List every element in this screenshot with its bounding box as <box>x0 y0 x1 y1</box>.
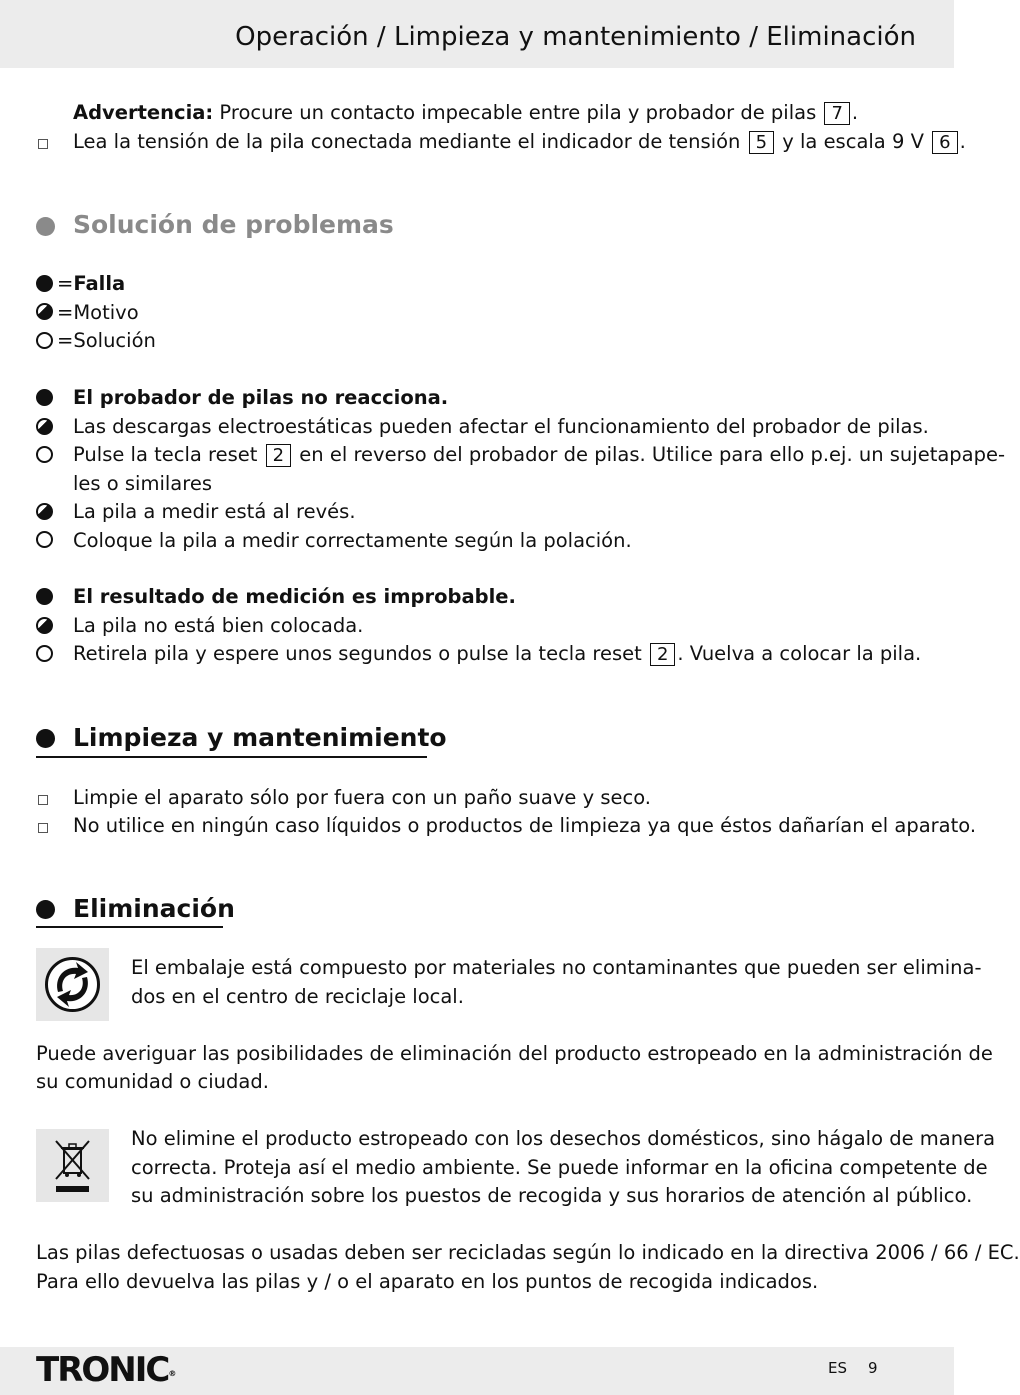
solution-text: en el reverso del probador de pilas. Utilice para ello p.ej. un sujetapape- <box>293 443 1006 466</box>
product-line-1: Puede averiguar las posibilidades de eliminación del producto estropeado en la administración de <box>36 1042 993 1065</box>
product-line-2: su comunidad o ciudad. <box>36 1070 269 1093</box>
problem-2-fault-text: El resultado de medición es improbable. <box>73 585 516 608</box>
brand-logo <box>36 1350 176 1390</box>
legend-fault <box>57 270 125 298</box>
problem-2-fault <box>73 583 516 611</box>
battery-line-1: Las pilas defectuosas o usadas deben ser recicladas según lo indicado en la directiva 2006 / 66 / EC. <box>36 1241 1020 1264</box>
part-ref-5: 5 <box>749 131 774 154</box>
page-title: Operación / Limpieza y mantenimiento / Eliminación <box>235 22 916 52</box>
problem-2-reason: La pila no está bien colocada. <box>73 614 364 637</box>
section-bullet-icon <box>36 729 55 748</box>
part-ref-7: 7 <box>824 102 849 125</box>
battery-line-2: Para ello devuelva las pilas y / o el aparato en los puntos de recogida indicados. <box>36 1270 819 1293</box>
legend-eq: = <box>57 272 74 295</box>
weee-line-3: su administración sobre los puestos de recogida y sus horarios de atención al público. <box>131 1184 973 1207</box>
reason-symbol-icon <box>36 303 53 320</box>
part-ref-2: 2 <box>266 444 291 467</box>
legend-solution <box>57 327 156 355</box>
problem-1-fault-text: El probador de pilas no reacciona. <box>73 386 449 409</box>
fault-icon <box>36 389 53 406</box>
problem-2-solution <box>73 640 921 668</box>
cleaning-title: Limpieza y mantenimiento <box>73 723 447 752</box>
solution-text: Pulse la tecla reset <box>73 443 264 466</box>
reason-icon <box>36 617 53 634</box>
disposal-title: Eliminación <box>73 894 235 923</box>
weee-line-1: No elimine el producto estropeado con los desechos domésticos, sino hágalo de manera <box>131 1127 996 1150</box>
legend-reason-label: Motivo <box>73 301 139 324</box>
tension-text: Lea la tensión de la pila conectada mediante el indicador de tensión <box>73 130 747 153</box>
bullet-square-icon <box>38 139 48 149</box>
fault-symbol-icon <box>36 275 53 292</box>
cleaning-item-2: No utilice en ningún caso líquidos o productos de limpieza ya que éstos dañarían el aparato. <box>73 814 977 837</box>
fault-icon <box>36 588 53 605</box>
solution-text: Retirela pila y espere unos segundos o pulse la tecla reset <box>73 642 648 665</box>
legend-reason <box>57 299 139 327</box>
language-code: ES <box>828 1359 847 1377</box>
solution-icon <box>36 645 53 662</box>
part-ref-6: 6 <box>932 131 957 154</box>
problem-1-reason-1: Las descargas electroestáticas pueden afectar el funcionamiento del probador de pilas. <box>73 415 929 438</box>
tension-end: . <box>959 130 966 153</box>
warning-end: . <box>851 101 859 124</box>
troubleshooting-title: Solución de problemas <box>73 210 394 239</box>
page-number: 9 <box>868 1359 878 1377</box>
cleaning-item-1: Limpie el aparato sólo por fuera con un paño suave y seco. <box>73 786 651 809</box>
problem-1-solution-1-cont: les o similares <box>73 472 213 495</box>
registered-mark: ® <box>168 1369 177 1378</box>
title-underline <box>36 926 223 928</box>
solution-icon <box>36 446 53 463</box>
warning-label: Advertencia: <box>73 101 214 124</box>
section-bullet-icon <box>36 900 55 919</box>
solution-symbol-icon <box>36 332 53 349</box>
tension-mid: y la escala 9 V <box>776 130 931 153</box>
problem-1-fault <box>73 384 448 412</box>
legend-fault-label: Falla <box>73 272 126 295</box>
page-header <box>0 0 954 68</box>
packaging-line-2: dos en el centro de reciclaje local. <box>131 985 464 1008</box>
legend-eq: = <box>57 301 74 324</box>
problem-1-solution-1 <box>73 441 1005 469</box>
part-ref-2: 2 <box>650 643 675 666</box>
solution-text: . Vuelva a colocar la pila. <box>677 642 922 665</box>
title-underline <box>36 756 427 758</box>
page-footer <box>0 1347 954 1395</box>
packaging-line-1: El embalaje está compuesto por materiales no contaminantes que pueden ser elimina- <box>131 956 982 979</box>
warning-line <box>73 99 858 127</box>
brand-name: TRONIC <box>36 1350 169 1390</box>
tension-line <box>73 128 966 156</box>
legend-solution-label: Solución <box>73 329 156 352</box>
section-bullet-icon <box>36 217 55 236</box>
crossed-out-wheelie-bin-icon <box>36 1129 109 1202</box>
bullet-square-icon <box>38 795 48 805</box>
weee-line-2: correcta. Proteja así el medio ambiente. Se puede informar en la oficina competente de <box>131 1156 988 1179</box>
warning-text: Procure un contacto impecable entre pila y probador de pilas <box>213 101 823 124</box>
reason-icon <box>36 503 53 520</box>
recycling-green-dot-icon <box>36 948 109 1021</box>
problem-1-reason-2: La pila a medir está al revés. <box>73 500 356 523</box>
solution-icon <box>36 531 53 548</box>
reason-icon <box>36 418 53 435</box>
problem-1-solution-2: Coloque la pila a medir correctamente según la polación. <box>73 529 632 552</box>
legend-eq: = <box>57 329 74 352</box>
bullet-square-icon <box>38 823 48 833</box>
